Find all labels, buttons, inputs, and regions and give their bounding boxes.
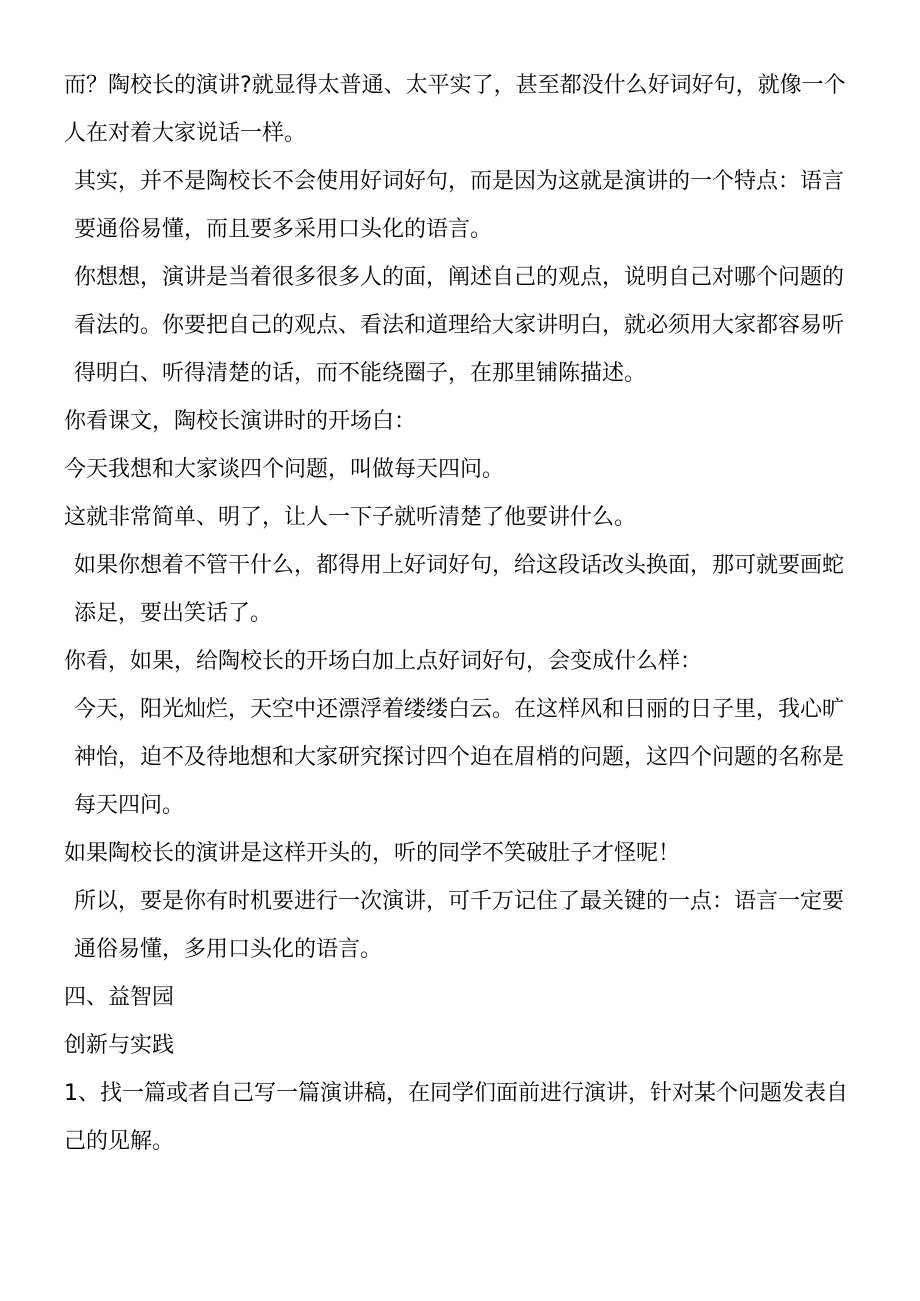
- paragraph-7: 如果你想着不管干什么，都得用上好词好句，给这段话改头换面，那可就要画蛇添足，要出笑话了。: [74, 553, 845, 626]
- paragraph-10: 如果陶校长的演讲是这样开头的，听的同学不笑破肚子才怪呢！: [64, 841, 681, 866]
- paragraph-2: 其实，并不是陶校长不会使用好词好句，而是因为这就是演讲的一个特点：语言要通俗易懂，而且要多采用口头化的语言。: [74, 169, 845, 242]
- document-page: [64, 62, 864, 1166]
- exercise-item: 1、找一篇或者自己写一篇演讲稿，在同学们面前进行演讲，针对某个问题发表自己的见解。: [64, 1081, 848, 1154]
- section-heading: 四、益智园: [64, 985, 175, 1010]
- paragraph-1: 而？陶校长的演讲?就显得太普通、太平实了，甚至都没什么好词好句，就像一个人在对着大家说话一样。: [64, 73, 846, 146]
- paragraph-6: 这就非常简单、明了，让人一下子就听清楚了他要讲什么。: [64, 505, 637, 530]
- paragraph-11: 所以，要是你有时机要进行一次演讲，可千万记住了最关键的一点：语言一定要通俗易懂，多用口头化的语言。: [74, 889, 845, 962]
- paragraph-3: 你想想，演讲是当着很多很多人的面，阐述自己的观点，说明自己对哪个问题的看法的。你要把自己的观点、看法和道理给大家讲明白，就必须用大家都容易听得明白、听得清楚的话，而不能绕圈子，在那里铺陈描述。: [74, 265, 845, 386]
- paragraph-8: 你看，如果，给陶校长的开场白加上点好词好句，会变成什么样：: [64, 649, 703, 674]
- paragraph-5: 今天我想和大家谈四个问题，叫做每天四问。: [64, 457, 505, 482]
- subsection-heading: 创新与实践: [64, 1033, 175, 1058]
- paragraph-9: 今天，阳光灿烂，天空中还漂浮着缕缕白云。在这样风和日丽的日子里，我心旷神怡，迫不及待地想和大家研究探讨四个迫在眉梢的问题，这四个问题的名称是每天四问。: [74, 697, 845, 818]
- paragraph-4: 你看课文，陶校长演讲时的开场白：: [64, 409, 417, 434]
